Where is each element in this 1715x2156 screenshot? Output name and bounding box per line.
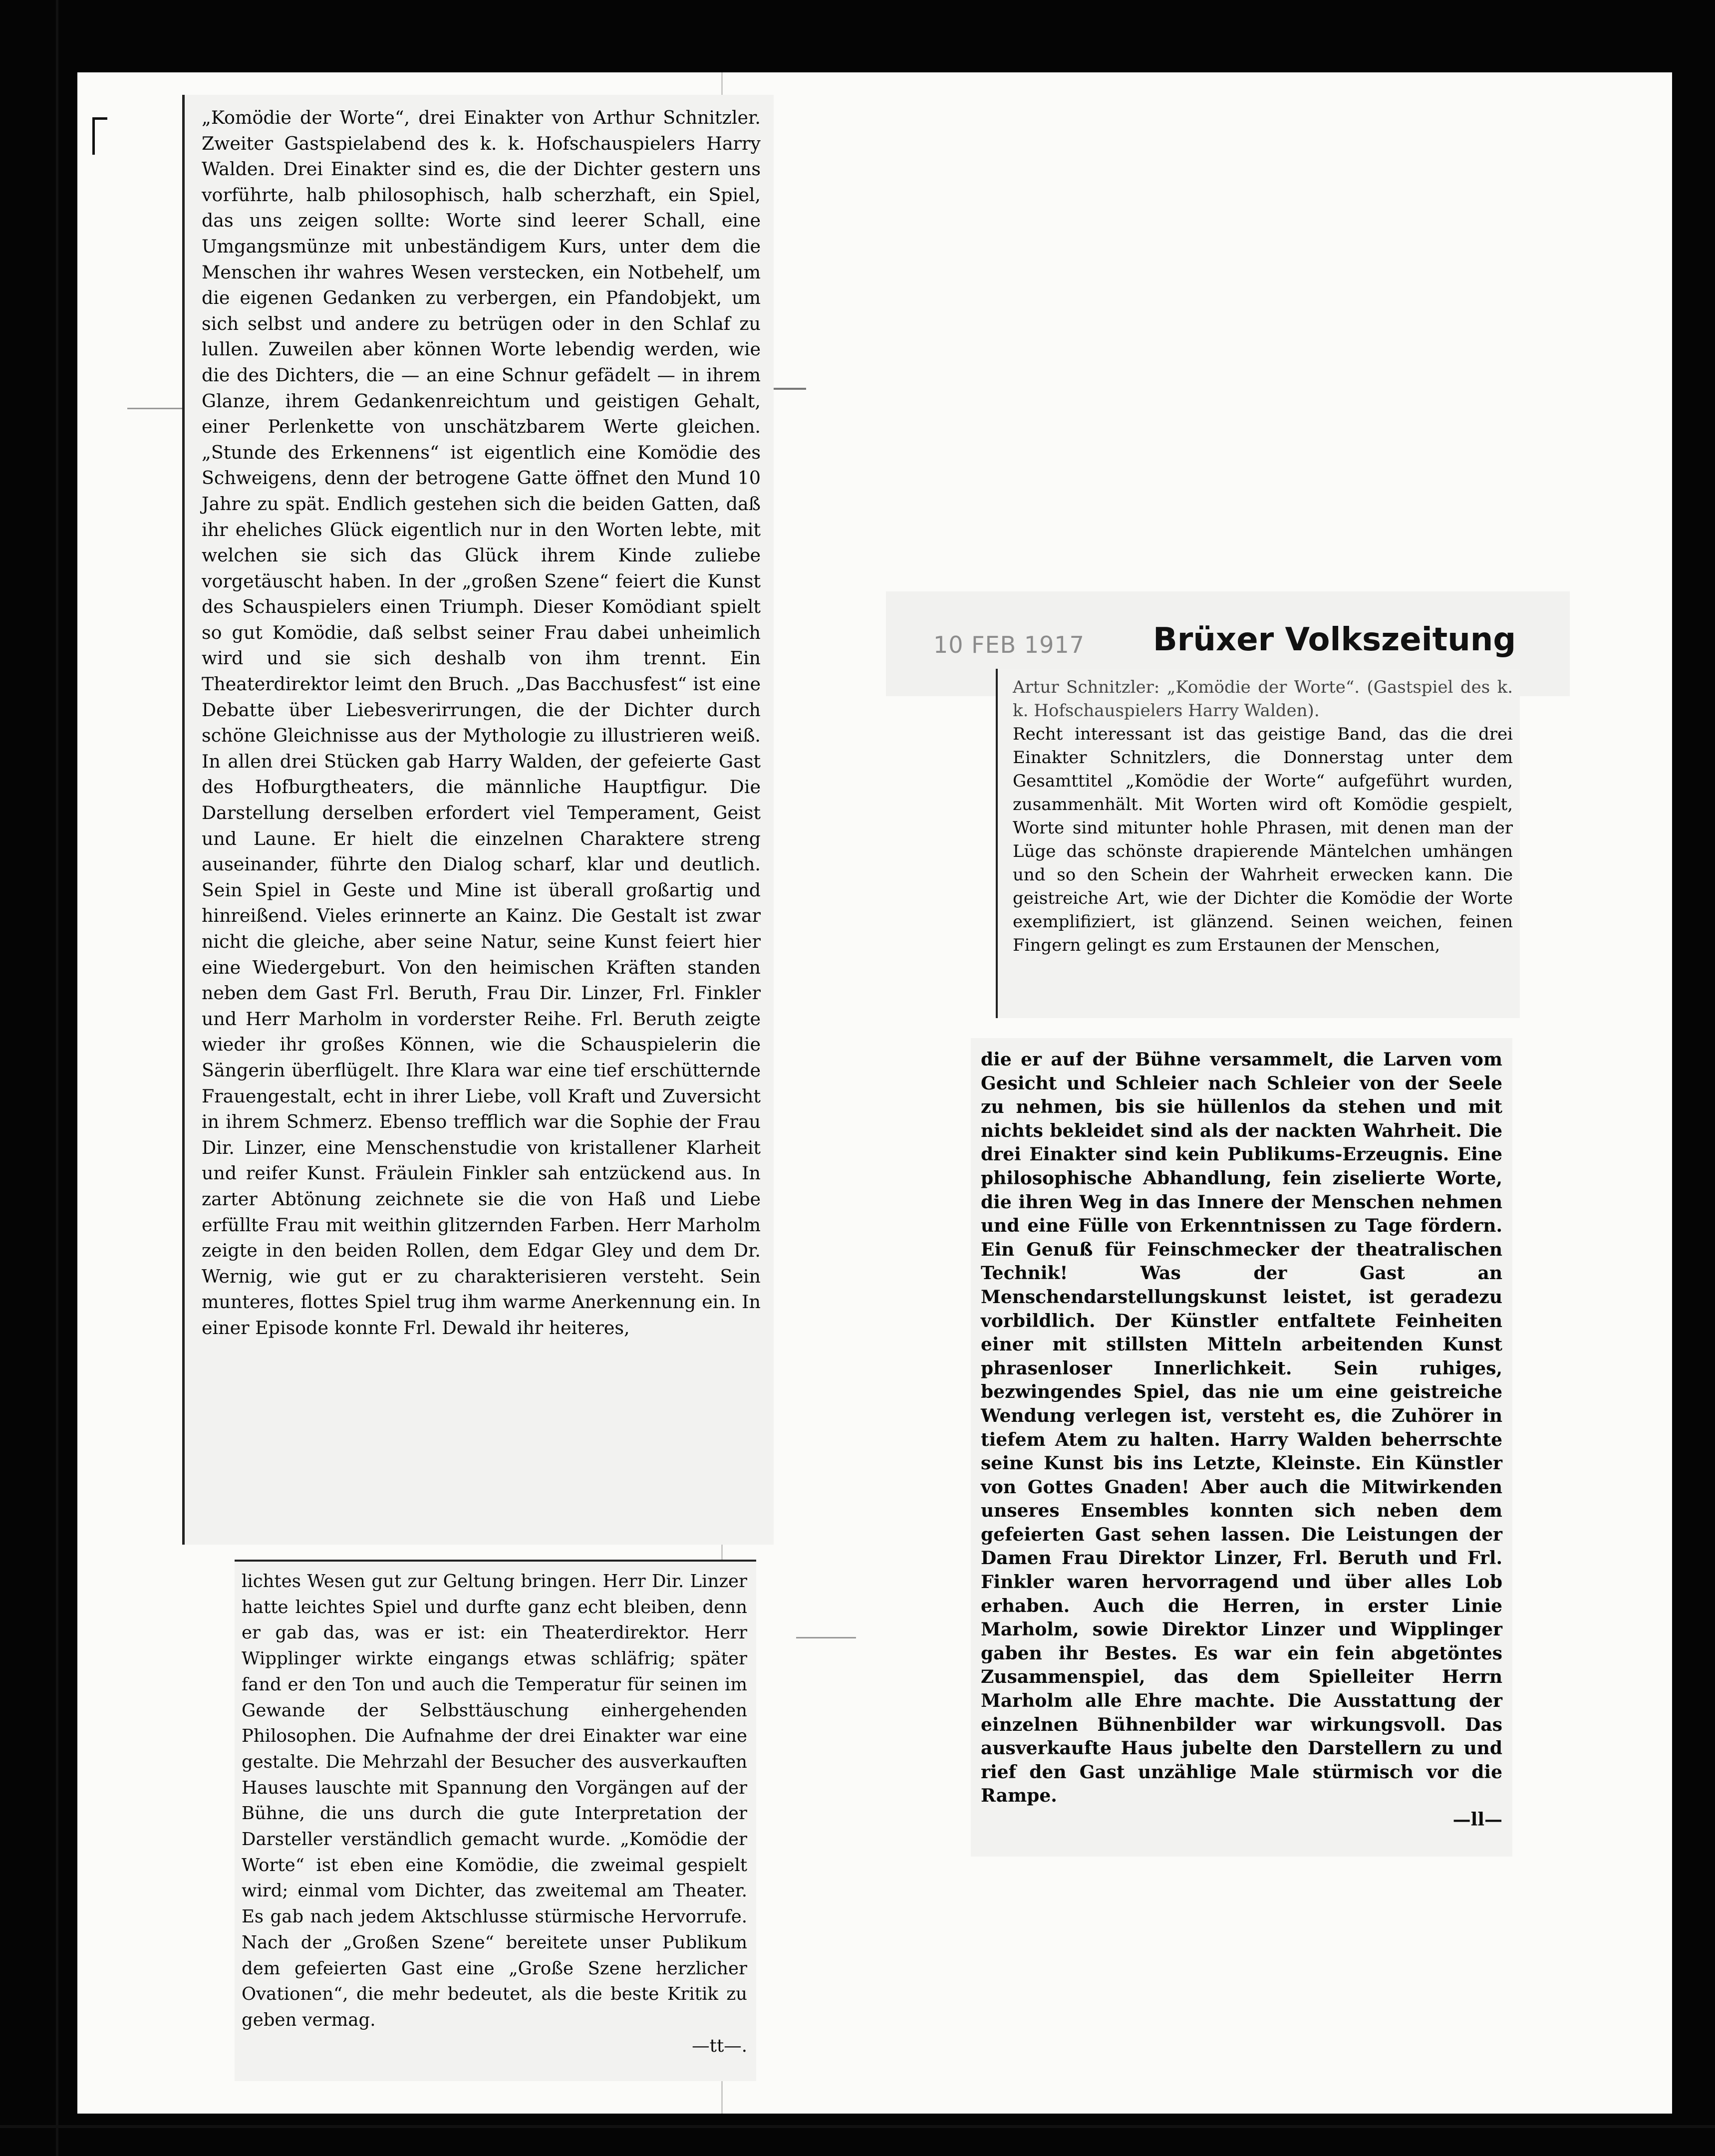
article-signature: —tt—. — [692, 2035, 747, 2056]
clipping-right-top — [996, 669, 1520, 1018]
article-text: Recht interessant ist das geistige Band, das die drei Einakter Schnitzlers, die Donnerstag unter dem Gesamttitel „Komödie der Worte“ aufgeführt wurden, zusammenhält. Mit Worten wird oft Komödie gespielt, Worte sind mitunter hohle Phrasen, mit denen man der Lüge das schönste drapierende Mäntelchen umhängen und so den Schein der Wahrheit erwecken kann. Die geistreiche Art, wie der Dichter die Komödie der Worte exemplifiziert, ist glänzend. Seinen weichen, feinen Fingern gelingt es zum Erstaunen der Menschen, — [1013, 724, 1513, 955]
sheet-corner-mark — [92, 117, 107, 120]
clipping-left-main — [182, 95, 774, 1545]
clipping-left-continuation — [235, 1560, 756, 2081]
pencil-mark — [796, 1637, 856, 1638]
article-text: „Komödie der Worte“, drei Einakter von Arthur Schnitzler. Zweiter Gastspielabend des k. k. Hofschauspielers Harry Walden. Drei Einakter sind es, die der Dichter gestern uns vorführte, halb philosophisch, halb scherzhaft, ein Spiel, das uns zeigen sollte: Worte sind leerer Schall, eine Umgangsmünze mit unbeständigem Kurs, unter dem die Menschen ihr wahres Wesen verstecken, ein Notbehelf, um die eigenen Gedanken zu verbergen, ein Pfandobjekt, um sich selbst und andere zu betrügen oder in den Schlaf zu lullen. Zuweilen aber können Worte lebendig werden, wie die des Dichters, die — an eine Schnur gefädelt — in ihrem Glanze, ihrem Gedankenreichtum und geistigen Gehalt, einer Perlenkette von unschätzbarem Werte gleichen. „Stunde des Erkennens“ ist eigentlich eine Komödie des Schweigens, denn der betrogene Gatte öffnet den Mund 10 Jahre zu spät. Endlich gestehen sich die beiden Gatten, daß ihr eheliches Glück eigentlich nur in den Worten lebte, mit welchen sie sich das Glück ihrem Kinde zuliebe vorgetäuscht haben. In der „großen Szene“ feiert die Kunst des Schauspielers einen Triumph. Dieser Komödiant spielt so gut Komödie, daß selbst seiner Frau dabei unheimlich wird und sie sich deshalb von ihm trennt. Ein Theaterdirektor leimt den Bruch. „Das Bacchusfest“ ist eine Debatte über Liebesverirrungen, die der Dichter durch schöne Gleichnisse aus der Mythologie zu illustrieren weiß. In allen drei Stücken gab Harry Walden, der gefeierte Gast des Hofburgtheaters, die männliche Hauptfigur. Die Darstellung derselben erfordert viel Temperament, Geist und Laune. Er hielt die einzelnen Charaktere streng auseinander, führte den Dialog scharf, klar und deutlich. Sein Spiel in Geste und Mine ist überall großartig und hinreißend. Vieles erinnerte an Kainz. Die Gestalt ist zwar nicht die gleiche, aber seine Natur, seine Kunst feiert hier eine Wiedergeburt. Von den heimischen Kräften standen neben dem Gast Frl. Beruth, Frau Dir. Linzer, Frl. Finkler und Herr Marholm in vorderster Reihe. Frl. Beruth zeigte wieder ihr großes Können, wie die Schauspielerin die Sängerin überflügelt. Ihre Klara war eine tief erschütternde Frauengestalt, echt in ihrer Liebe, voll Kraft und Zuversicht in ihrem Schmerz. Ebenso trefflich war die Sophie der Frau Dir. Linzer, eine Menschenstudie von kristallener Klarheit und reifer Kunst. Fräulein Finkler sah entzückend aus. In zarter Abtönung zeichnete sie die von Haß und Liebe erfüllte Frau mit weithin glitzernden Farben. Herr Marholm zeigte in den beiden Rollen, dem Edgar Gley und dem Dr. Wernig, wie gut er zu charakterisieren versteht. Sein munteres, flottes Spiel trug ihm warme Anerkennung ein. In einer Episode konnte Frl. Dewald ihr heiteres, — [202, 107, 761, 1339]
date-stamp: 10 FEB 1917 — [933, 631, 1085, 658]
clipping-right-continuation — [971, 1038, 1512, 1857]
article-signature: —ll— — [1452, 1809, 1502, 1830]
article-text-continuation: lichtes Wesen gut zur Geltung bringen. Herr Dir. Linzer hatte leichtes Spiel und durfte ganz echt bleiben, denn er gab das, was er ist: ein Theaterdirektor. Herr Wipplinger wirkte eingangs etwas schläfrig; später fand er den Ton und auch die Temperatur für seinen im Gewande der Selbsttäuschung einhergehenden Philosophen. Die Aufnahme der drei Einakter war eine gestalte. Die Mehrzahl der Besucher des ausverkauften Hauses lauschte mit Spannung den Vorgängen auf der Bühne, die uns durch die gute Interpretation der Darsteller verständlich gemacht wurde. „Komödie der Worte“ ist eben eine Komödie, die zweimal gespielt wird; einmal vom Dichter, das zweitemal am Theater. Es gab nach jedem Aktschlusse stürmische Hervorrufe. Nach der „Großen Szene“ bereitete unser Publikum dem gefeierten Gast eine „Große Szene herzlicher Ovationen“, die mehr bedeutet, als die beste Kritik zu geben vermag. — [242, 1571, 747, 2030]
newspaper-name: Brüxer Volkszeitung — [1153, 621, 1516, 658]
article-text-continuation: die er auf der Bühne versammelt, die Larven vom Gesicht und Schleier nach Schleier von der Seele zu nehmen, bis sie hüllenlos da stehen und mit nichts bekleidet sind als der nackten Wahrheit. Die drei Einakter sind kein Publikums-Erzeugnis. Eine philosophische Abhandlung, fein ziselierte Worte, die ihren Weg in das Innere der Menschen nehmen und eine Fülle von Erkenntnissen zu Tage fördern. Ein Genuß für Feinschmecker der theatralischen Technik! Was der Gast an Menschendarstellungskunst leistet, ist geradezu vorbildlich. Der Künstler entfaltete Feinheiten einer mit stillsten Mitteln arbeitenden Kunst phrasenloser Innerlichkeit. Sein ruhiges, bezwingendes Spiel, das nie um eine geistreiche Wendung verlegen ist, versteht es, die Zuhörer in tiefem Atem zu halten. Harry Walden beherrschte seine Kunst bis ins Letzte, Kleinste. Ein Künstler von Gottes Gnaden! Aber auch die Mitwirkenden unseres Ensembles konnten sich neben dem gefeierten Gast sehen lassen. Die Leistungen der Damen Frau Direktor Linzer, Frl. Beruth und Frl. Finkler waren hervorragend und über alles Lob erhaben. Auch die Herren, in erster Linie Marholm, sowie Direktor Linzer und Wipplinger gaben ihr Bestes. Es war ein fein abgetöntes Zusammenspiel, das dem Spielleiter Herrn Marholm alle Ehre machte. Die Ausstattung der einzelnen Bühnenbilder war wirkungsvoll. Das ausverkaufte Haus jubelte den Darstellern zu und rief den Gast unzählige Male stürmisch vor die Rampe. — [981, 1049, 1502, 1807]
film-edge-line — [56, 0, 58, 2156]
article-heading: Artur Schnitzler: „Komödie der Worte“. (Gastspiel des k. k. Hofschauspielers Harry Walden). — [1013, 677, 1513, 721]
film-edge-line-bottom — [0, 2125, 1715, 2128]
sheet-corner-mark — [92, 117, 95, 155]
